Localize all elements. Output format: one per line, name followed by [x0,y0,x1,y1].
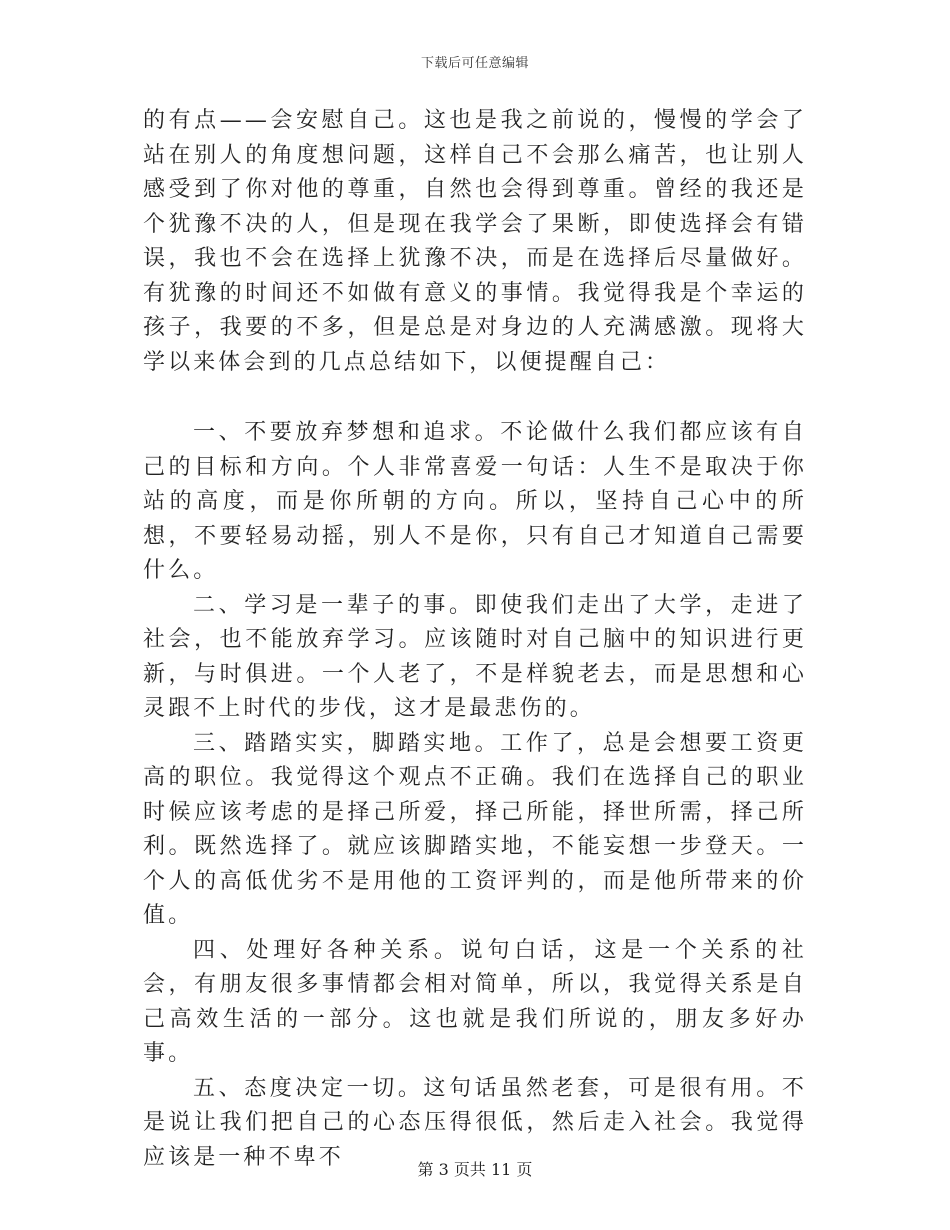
paragraph-point-4: 四、处理好各种关系。说句白话，这是一个关系的社会，有朋友很多事情都会相对简单，所以，我觉得关系是自己高效生活的一部分。这也就是我们所说的，朋友多好办事。 [143,937,807,1066]
page-footer: 第 3 页共 11 页 [417,1160,533,1179]
paragraph-point-2: 二、学习是一辈子的事。即使我们走出了大学，走进了社会，也不能放弃学习。应该随时对自己脑中的知识进行更新，与时俱进。一个人老了，不是样貌老去，而是思想和心灵跟不上时代的步伐，这才是最悲伤的。 [143,592,807,721]
page-header: 下载后可任意编辑 [420,56,529,71]
paragraph-intro: 的有点——会安慰自己。这也是我之前说的，慢慢的学会了站在别人的角度想问题，这样自己不会那么痛苦，也让别人感受到了你对他的尊重，自然也会得到尊重。曾经的我还是个犹豫不决的人，但是现在我学会了果断，即使选择会有错误，我也不会在选择上犹豫不决，而是在选择后尽量做好。有犹豫的时间还不如做有意义的事情。我觉得我是个幸运的孩子，我要的不多，但是总是对身边的人充满感激。现将大学以来体会到的几点总结如下，以便提醒自己： [143,108,807,375]
paragraph-point-5: 五、态度决定一切。这句话虽然老套，可是很有用。不是说让我们把自己的心态压得很低，然后走入社会。我觉得应该是一种不卑不 [143,1075,807,1170]
paragraph-point-3: 三、踏踏实实，脚踏实地。工作了，总是会想要工资更高的职位。我觉得这个观点不正确。我们在选择自己的职业时候应该考虑的是择己所爱，择己所能，择世所需，择己所利。既然选择了。就应该脚踏实地，不能妄想一步登天。一个人的高低优劣不是用他的工资评判的，而是他所带来的价值。 [143,730,807,928]
document-body [143,104,807,1175]
paragraph-point-1: 一、不要放弃梦想和追求。不论做什么我们都应该有自己的目标和方向。个人非常喜爱一句话：人生不是取决于你站的高度，而是你所朝的方向。所以，坚持自己心中的所想，不要轻易动摇，别人不是你，只有自己才知道自己需要什么。 [143,420,807,583]
